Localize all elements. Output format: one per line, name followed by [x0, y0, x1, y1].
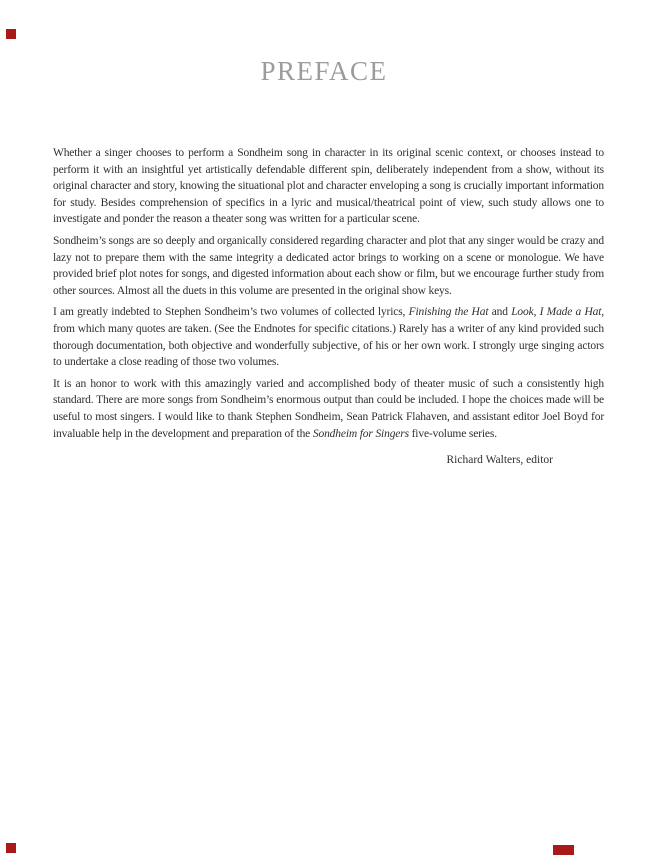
italic-book-title: Look, I Made a Hat — [511, 306, 602, 319]
preface-paragraph — [53, 145, 604, 228]
registration-mark-bottom-left — [6, 843, 16, 853]
italic-book-title: Finishing the Hat — [408, 306, 489, 319]
preface-paragraph — [53, 304, 604, 370]
registration-mark-top-left — [6, 29, 16, 39]
preface-paragraph — [53, 376, 604, 442]
paragraph-text: It is an honor to work with this amazingly varied and accomplished body of theater music of such a consistently high standard. There are more songs from Sondheim’s enormous output than could be included. I hope the choices made will be useful to most singers. I would like to thank Stephen Sondheim, Sean Patrick Flahaven, and assistant editor Joel Boyd for invaluable help in the development and preparation of the — [53, 377, 604, 440]
paragraph-text: five-volume series. — [408, 427, 497, 440]
editor-signature: Richard Walters, editor — [446, 454, 553, 467]
preface-paragraph — [53, 233, 604, 299]
preface-body — [53, 145, 604, 469]
paragraph-text: I am greatly indebted to Stephen Sondheim’s two volumes of collected lyrics, — [53, 306, 409, 319]
italic-book-title: Sondheim for Singers — [312, 427, 409, 440]
registration-mark-bottom-center — [553, 845, 574, 855]
paragraph-text: , from which many quotes are taken. (See the Endnotes for specific citations.) Rarely has a writer of any kind provided such thorough documentation, both objective and wonderfully subjective, of his or her own work. I strongly urge singing actors to undertake a close reading of those two volumes. — [53, 306, 605, 369]
page-title: PREFACE — [260, 56, 388, 86]
paragraph-text: and — [488, 306, 512, 319]
paragraph-text: Sondheim’s songs are so deeply and organically considered regarding character and plot that any singer would be crazy and lazy not to prepare them with the same integrity a dedicated actor brings to working on a scene or monologue. We have provided brief plot notes for songs, and digested information about each show or film, but we encourage further study from other sources. Almost all the duets in this volume are presented in the original show keys. — [53, 234, 604, 297]
preface-paragraphs — [53, 145, 604, 442]
paragraph-text: Whether a singer chooses to perform a Sondheim song in character in its original scenic context, or chooses instead to perform it with an insightful yet artistically defendable different spin, deliberately independent from a show, without its original character and story, knowing the situational plot and character enveloping a song is crucially important information for study. Besides comprehension of specifics in a lyric and musical/theatrical point of view, such study allows one to investigate and ponder the reason a theater song was written for a particular scene. — [53, 147, 604, 226]
